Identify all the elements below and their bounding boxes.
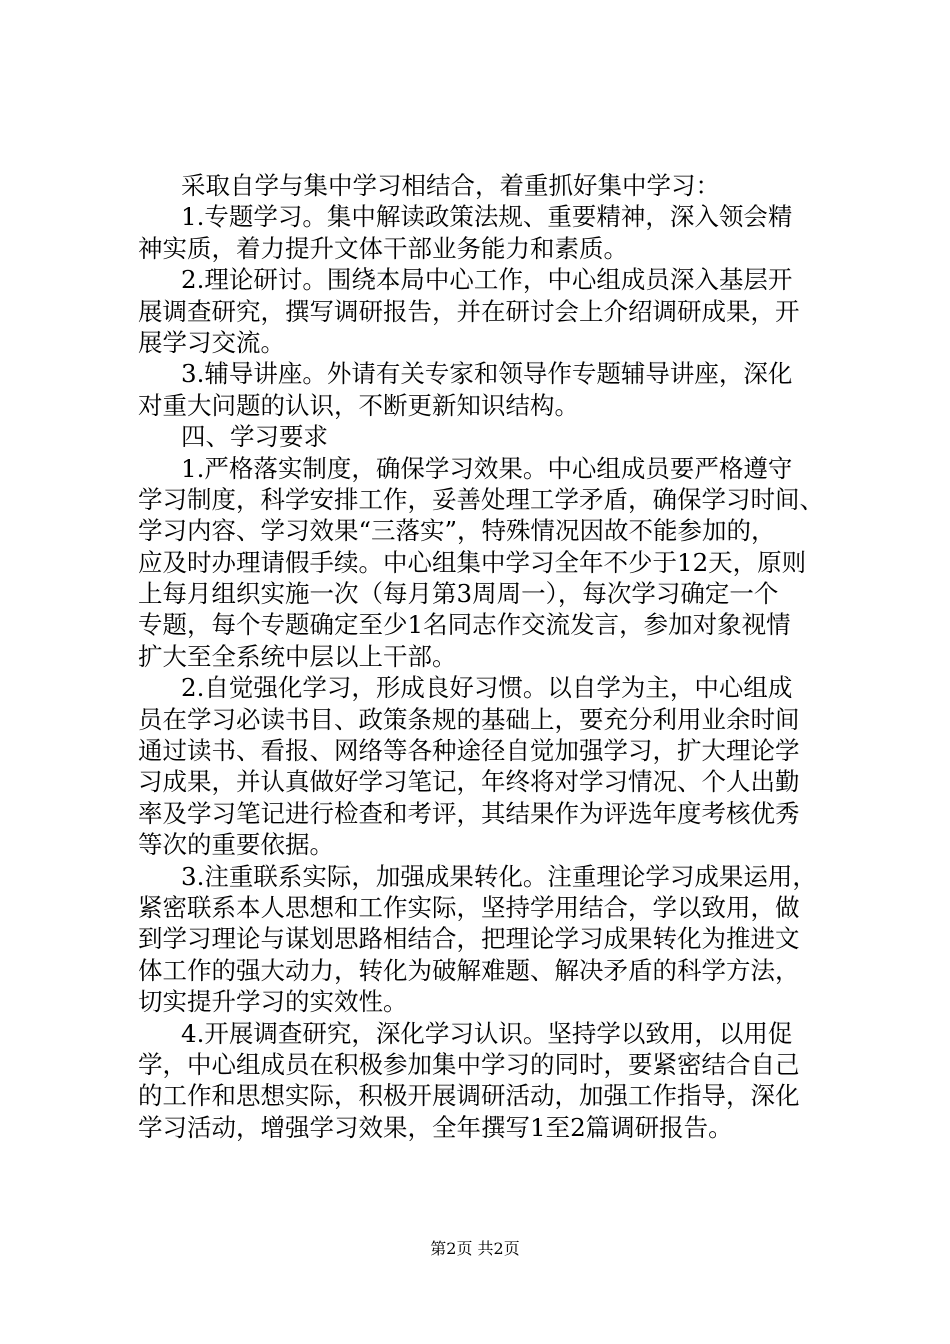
paragraph-line: 扩大至全系统中层以上干部。 [138, 641, 457, 671]
paragraph-line: 2.自觉强化学习，形成良好习惯。以自学为主，中心组成 [181, 673, 793, 703]
paragraph-line: 1.严格落实制度，确保学习效果。中心组成员要严格遵守 [181, 453, 793, 483]
paragraph-line: 神实质，着力提升文体干部业务能力和素质。 [138, 233, 628, 263]
paragraph-line: 的工作和思想实际，积极开展调研活动，加强工作指导，深化 [138, 1081, 800, 1111]
paragraph-line: 员在学习必读书目、政策条规的基础上，要充分利用业余时间 [138, 704, 800, 734]
paragraph-line: 切实提升学习的实效性。 [138, 987, 408, 1017]
paragraph-line: 率及学习笔记进行检查和考评，其结果作为评选年度考核优秀 [138, 798, 800, 828]
paragraph-line: 等次的重要依据。 [138, 830, 334, 860]
paragraph-line: 采取自学与集中学习相结合，着重抓好集中学习： [181, 171, 720, 200]
paragraph-line: 学习活动，增强学习效果，全年撰写1至2篇调研报告。 [138, 1112, 733, 1142]
paragraph-line: 展学习交流。 [138, 327, 285, 357]
paragraph-line: 学习内容、学习效果“三落实”，特殊情况因故不能参加的， [138, 516, 776, 546]
paragraph-line: 3.注重联系实际，加强成果转化。注重理论学习成果运用， [181, 861, 817, 891]
paragraph-line: 4.开展调查研究，深化学习认识。坚持学以致用，以用促 [181, 1018, 793, 1048]
section-heading: 四、学习要求 [181, 422, 328, 452]
paragraph-line: 习成果，并认真做好学习笔记，年终将对学习情况、个人出勤 [138, 767, 800, 797]
paragraph-line: 紧密联系本人思想和工作实际，坚持学用结合，学以致用，做 [138, 892, 800, 922]
paragraph-line: 学，中心组成员在积极参加集中学习的同时，要紧密结合自己 [138, 1049, 800, 1079]
paragraph-line: 1.专题学习。集中解读政策法规、重要精神，深入领会精 [181, 202, 793, 232]
paragraph-line: 通过读书、看报、网络等各种途径自觉加强学习，扩大理论学 [138, 736, 800, 766]
paragraph-line: 展调查研究，撰写调研报告，并在研讨会上介绍调研成果，开 [138, 296, 800, 326]
paragraph-line: 对重大问题的认识，不断更新知识结构。 [138, 390, 579, 420]
paragraph-line: 上每月组织实施一次（每月第3周周一），每次学习确定一个 [138, 579, 779, 609]
paragraph-line: 应及时办理请假手续。中心组集中学习全年不少于12天，原则 [138, 547, 807, 577]
paragraph-line: 专题，每个专题确定至少1名同志作交流发言，参加对象视情 [138, 610, 791, 640]
page-number-footer: 第2页 共2页 [430, 1239, 520, 1258]
document-body [138, 170, 830, 1143]
paragraph-line: 学习制度，科学安排工作，妥善处理工学矛盾，确保学习时间、 [138, 484, 824, 514]
paragraph-line: 体工作的强大动力，转化为破解难题、解决矛盾的科学方法， [138, 955, 800, 985]
paragraph-line: 到学习理论与谋划思路相结合，把理论学习成果转化为推进文 [138, 924, 800, 954]
paragraph-line: 3.辅导讲座。外请有关专家和领导作专题辅导讲座，深化 [181, 359, 793, 389]
paragraph-line: 2.理论研讨。围绕本局中心工作，中心组成员深入基层开 [181, 265, 793, 295]
